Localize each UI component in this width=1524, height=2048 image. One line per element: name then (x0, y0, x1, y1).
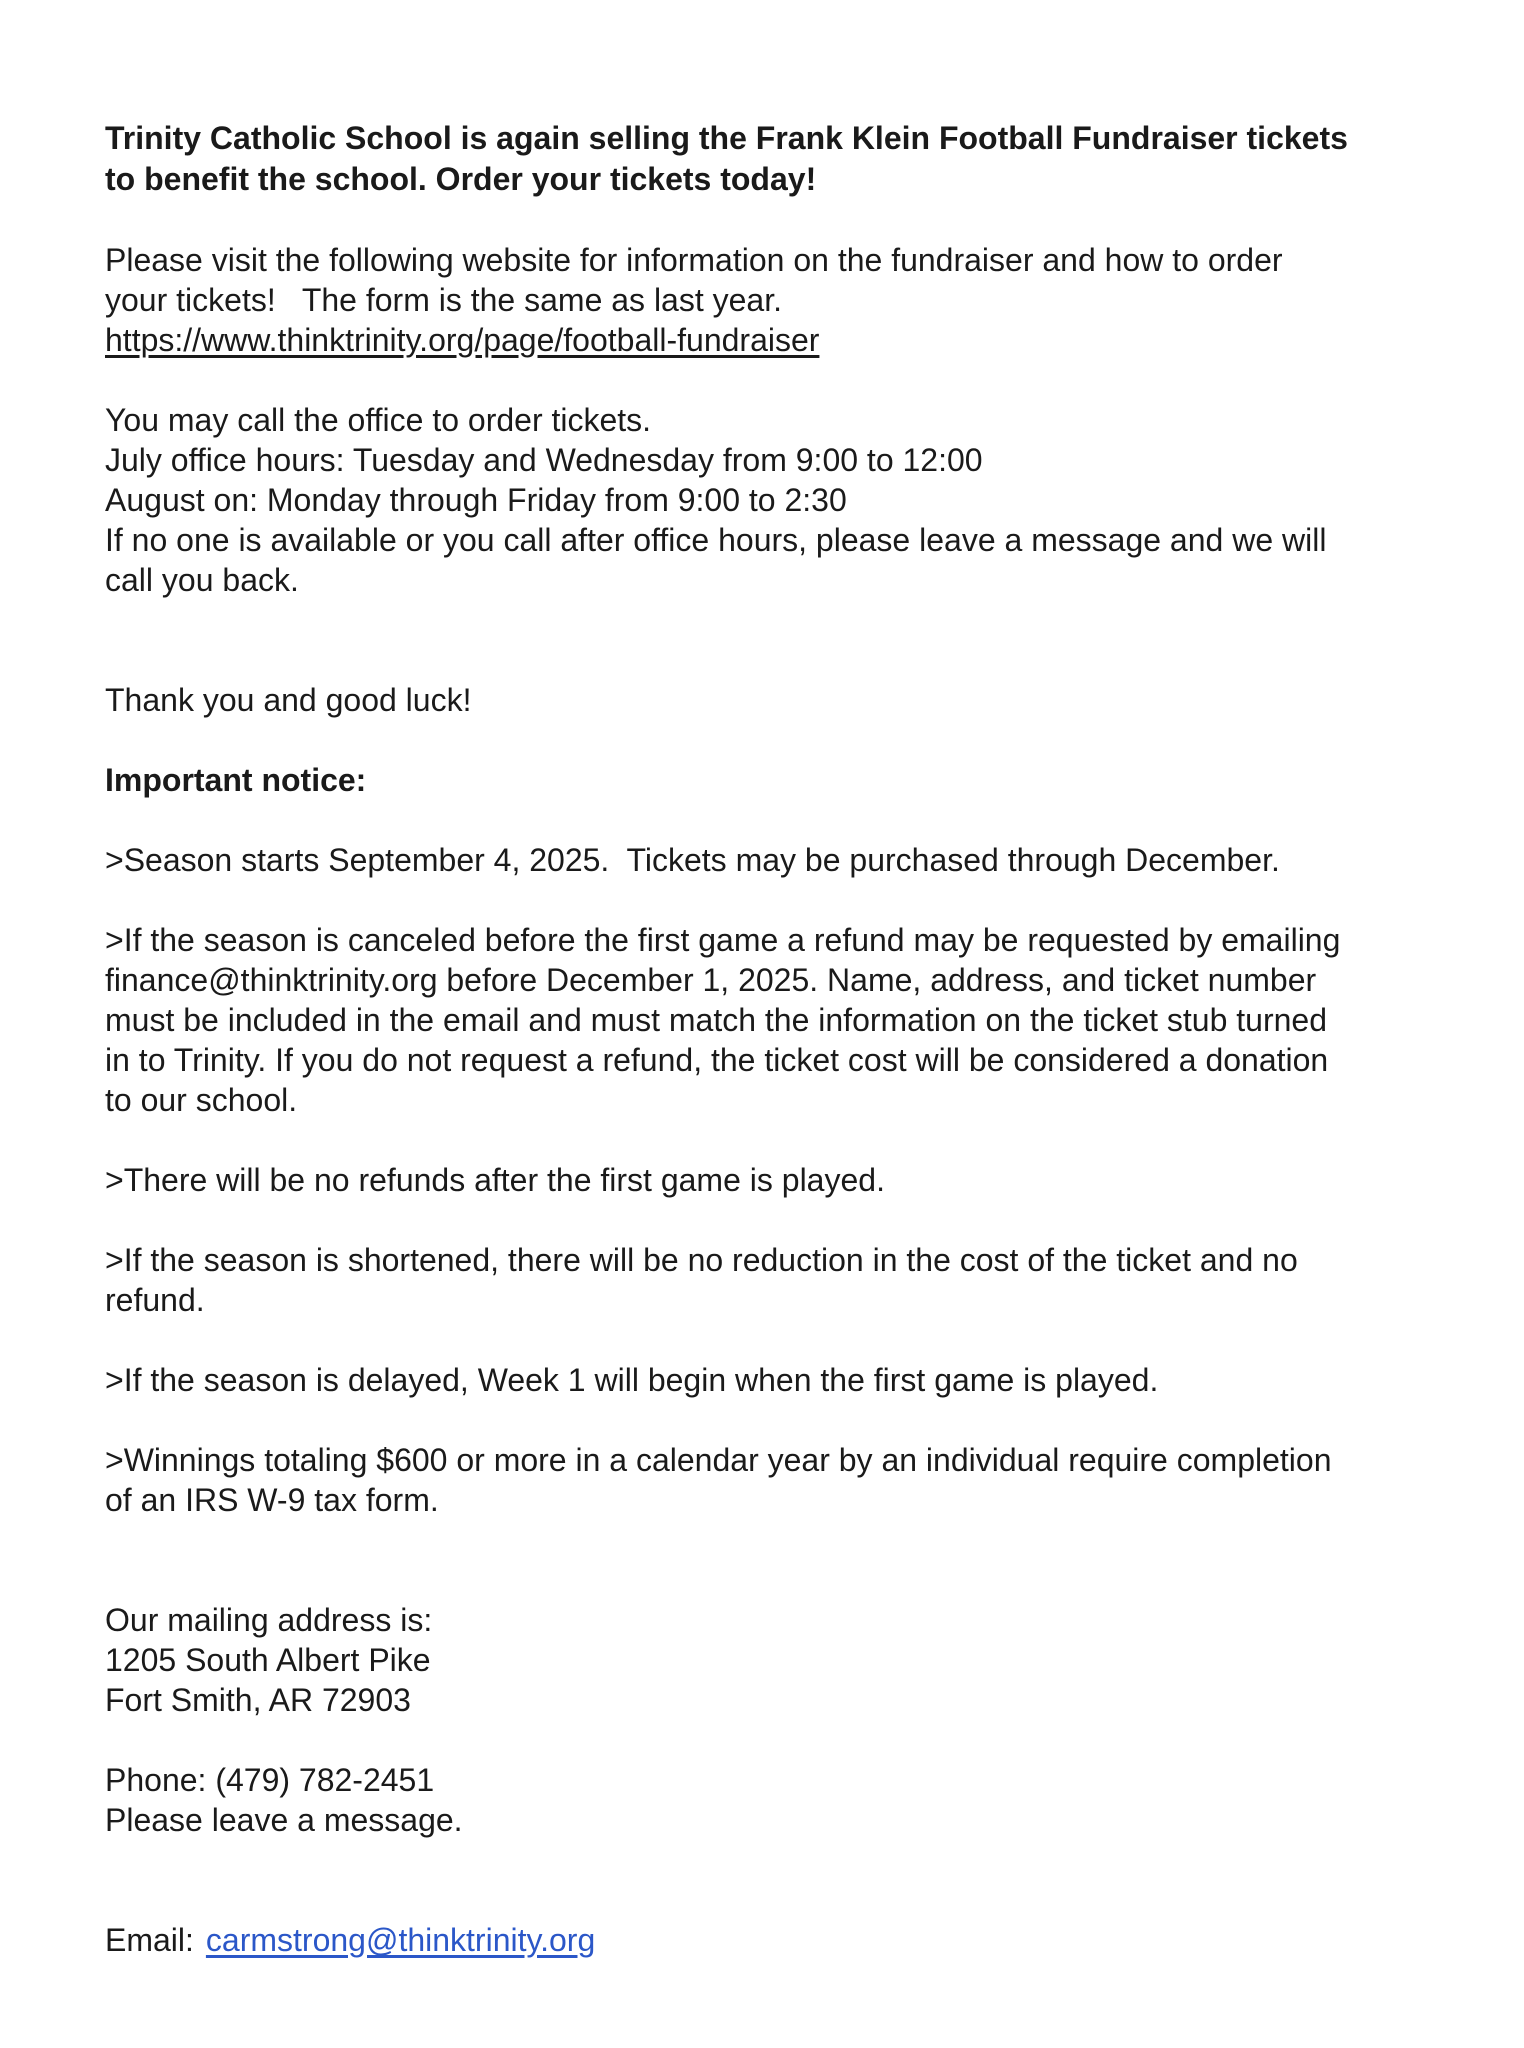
notice-item-line: >Winnings totaling $600 or more in a calendar year by an individual require completion (105, 1442, 1332, 1478)
mailing-address (105, 1600, 1465, 1720)
address-street: 1205 South Albert Pike (105, 1642, 431, 1678)
website-paragraph (105, 240, 1465, 360)
notice-item: >If the season is delayed, Week 1 will begin when the first game is played. (105, 1362, 1159, 1398)
notice-item-line: to our school. (105, 1082, 298, 1118)
notice-item-line: of an IRS W-9 tax form. (105, 1482, 439, 1518)
address-label: Our mailing address is: (105, 1602, 433, 1638)
notice-item (105, 1240, 1465, 1320)
july-office-hours: July office hours: Tuesday and Wednesday from 9:00 to 12:00 (105, 442, 983, 478)
phone-block (105, 1760, 1465, 1840)
notice-heading: Important notice: (105, 762, 367, 798)
office-message-text: If no one is available or you call after office hours, please leave a message and we will (105, 522, 1327, 558)
address-city: Fort Smith, AR 72903 (105, 1682, 411, 1718)
notice-item-line: finance@thinktrinity.org before December 1, 2025. Name, address, and ticket number (105, 962, 1317, 998)
email-line (105, 1920, 1465, 1960)
phone-number: Phone: (479) 782-2451 (105, 1762, 435, 1798)
office-call-text: You may call the office to order tickets. (105, 402, 652, 438)
notice-item-line: >If the season is canceled before the first game a refund may be requested by emailing (105, 922, 1341, 958)
notice-item: >Season starts September 4, 2025. Tickets may be purchased through December. (105, 842, 1280, 878)
email-link[interactable]: carmstrong@thinktrinity.org (205, 1922, 596, 1958)
thanks-text: Thank you and good luck! (105, 682, 472, 718)
notice-item (105, 920, 1465, 1120)
intro-heading (105, 118, 1465, 200)
notice-item-line: refund. (105, 1282, 205, 1318)
notice-item: >There will be no refunds after the first game is played. (105, 1162, 885, 1198)
notice-item-line: in to Trinity. If you do not request a refund, the ticket cost will be considered a donation (105, 1042, 1329, 1078)
phone-note: Please leave a message. (105, 1802, 463, 1838)
intro-line: Trinity Catholic School is again selling the Frank Klein Football Fundraiser tickets (105, 120, 1348, 156)
email-label: Email: (105, 1922, 194, 1958)
notice-item-line: must be included in the email and must match the information on the ticket stub turned (105, 1002, 1327, 1038)
august-office-hours: August on: Monday through Friday from 9:00 to 2:30 (105, 482, 847, 518)
notice-item (105, 1440, 1465, 1520)
notice-item-line: >If the season is shortened, there will be no reduction in the cost of the ticket and no (105, 1242, 1298, 1278)
office-paragraph (105, 400, 1465, 600)
office-message-text: call you back. (105, 562, 299, 598)
intro-line: to benefit the school. Order your tickets today! (105, 161, 817, 197)
fundraiser-website-link[interactable]: https://www.thinktrinity.org/page/football-fundraiser (105, 322, 820, 358)
website-text: Please visit the following website for information on the fundraiser and how to order (105, 242, 1283, 278)
website-text: your tickets! The form is the same as last year. (105, 282, 782, 318)
document-page (105, 118, 1465, 1960)
